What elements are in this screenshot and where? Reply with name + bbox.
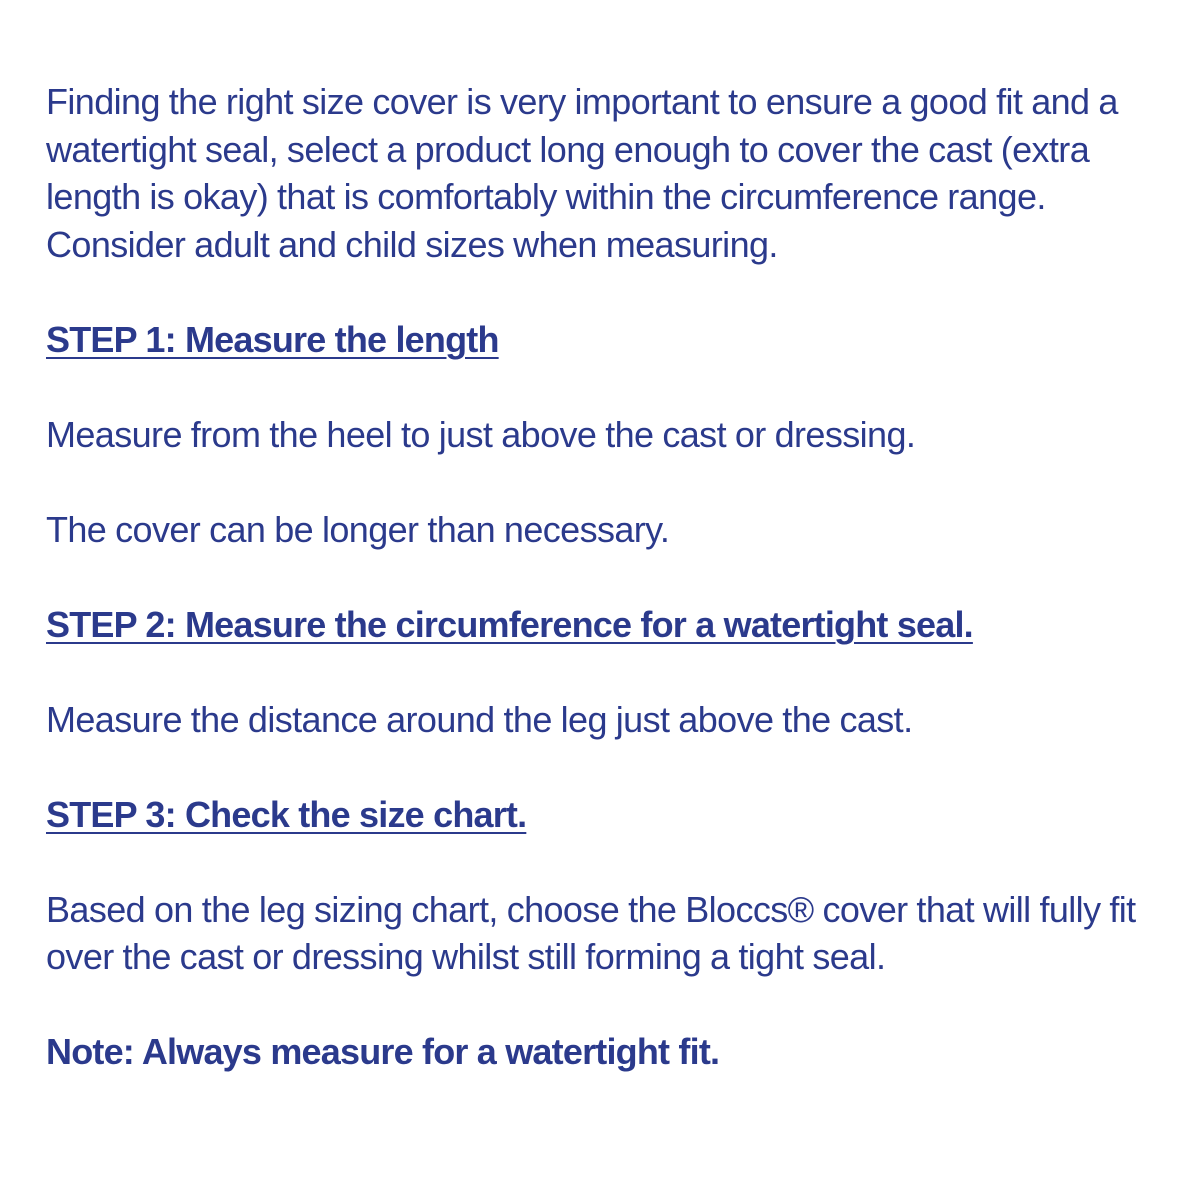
step2-instruction: Measure the distance around the leg just above the cast.: [46, 698, 913, 740]
step1-instruction: Measure from the heel to just above the cast or dressing.: [46, 413, 916, 455]
sizing-instructions: [46, 78, 1176, 1076]
intro-paragraph: Finding the right size cover is very important to ensure a good fit and a watertight seal, select a product long enough to cover the cast (extra length is okay) that is comfortably within the circumference range. Consider adult and child sizes when measuring.: [46, 81, 1118, 265]
step2-heading: STEP 2: Measure the circumference for a watertight seal.: [46, 603, 973, 645]
step3-instruction: Based on the leg sizing chart, choose the Bloccs® cover that will fully fit over the cast or dressing whilst still forming a tight seal.: [46, 888, 1136, 977]
step3-heading: STEP 3: Check the size chart.: [46, 793, 527, 835]
step1-note: The cover can be longer than necessary.: [46, 508, 670, 550]
note-text: Note: Always measure for a watertight fit.: [46, 1031, 720, 1072]
step1-heading: STEP 1: Measure the length: [46, 318, 499, 360]
